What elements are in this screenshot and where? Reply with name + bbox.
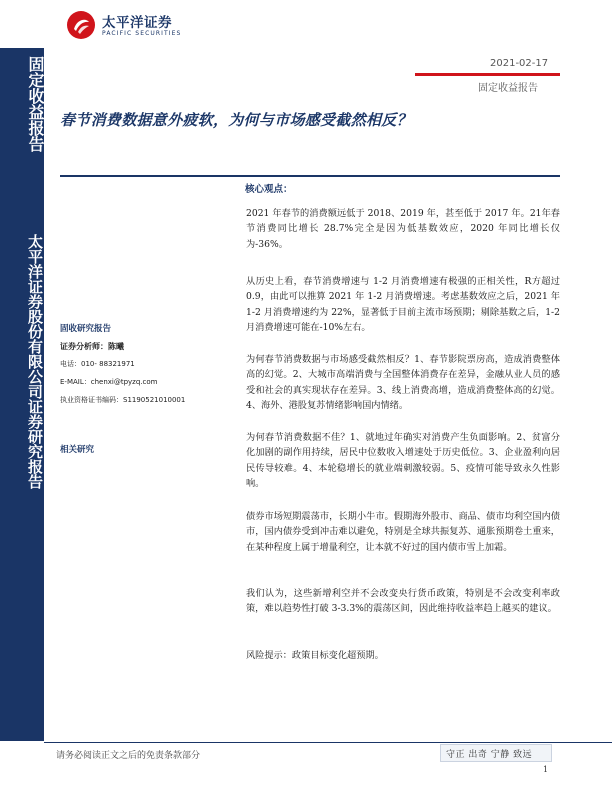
logo-company-name: 太平洋证券 [102,15,172,31]
disclaimer-text: 请务必阅读正文之后的免责条款部分 [56,751,201,761]
logo-company-name-en: PACIFIC SECURITIES [102,30,182,37]
analyst-license: 执业资格证书编码：S1190521010001 [60,396,186,404]
paragraph: 债券市场短期震荡市，长期小牛市。假期海外股市、商品、债市均利空国内债市，国内债券受到冲击难以避免，特别是全球共振复苏、通胀预期卷土重来，在某种程度上属于增量利空，让本就不好过的国内债市雪上加霜。 [246,511,560,553]
paragraph: 从历史上看，春节消费增速与 1-2 月消费增速有极强的正相关性，R方超过 0.9，由此可以推算 2021 年 1-2 月消费增速。考虑基数效应之后，2021 年 1-2 月消费增速约为 22%，显著低于目前主流市场预期；剔除基数之后，1-2 月消费增速可能在-10%左右。 [246,276,560,334]
paragraph: 为何春节消费数据不佳？1、就地过年确实对消费产生负面影响。2、贫富分化加剧的副作用持续，居民中位数收入增速处于历史低位。3、企业盈利向居民传导较难。4、本轮稳增长的就业端刺激较弱。5、疫情可能导致永久性影响。 [246,432,560,490]
risk-warning: 风险提示：政策目标变化超预期。 [246,650,384,661]
analyst-email: E-MAIL：chenxi@tpyzq.com [60,378,158,386]
paragraph: 2021 年春节的消费额远低于 2018、2019 年，甚至低于 2017 年。21年春节消费同比增长 28.7%完全是因为低基数效应，2020 年同比增长仅为-36%。 [246,208,560,250]
sidebar-company: 太平洋证券股份有限公司证券研究报告 [26,234,44,489]
report-title: 春节消费数据意外疲软，为何与市场感受截然相反？ [60,111,412,129]
footer-divider [44,742,612,743]
report-date: 2021-02-17 [490,58,549,69]
company-logo-icon [66,10,96,40]
paragraph: 为何春节消费数据与市场感受截然相反？1、春节影院票房高，造成消费整体高的幻觉。2、大城市高端消费与全国整体消费存在差异，金融从业人员的感受和社会的真实现状存在差异。3、线上消费高增，造成消费整体高的幻觉。4、海外、港股复苏情绪影响国内情绪。 [246,354,560,412]
analyst-phone: 电话：010- 88321971 [60,360,135,368]
related-research-heading: 相关研究 [60,445,95,455]
report-category: 固定收益报告 [478,83,538,94]
section-title: 固收研究报告 [60,324,112,334]
company-slogan: 守正 出奇 宁静 致远 [446,750,533,760]
sidebar [0,48,44,741]
paragraph: 我们认为，这些新增利空并不会改变央行货币政策，特别是不会改变利率政策，难以趋势性打破 3-3.3%的震荡区间，因此维持收益率趋上越买的建议。 [246,588,560,615]
page-number: 1 [543,765,549,774]
title-rule [60,175,560,177]
sidebar-report-type: 固定收益报告 [26,56,45,152]
header-divider [415,73,560,76]
core-views-heading: 核心观点： [245,184,293,195]
analyst-name: 证券分析师：陈曦 [60,342,124,351]
